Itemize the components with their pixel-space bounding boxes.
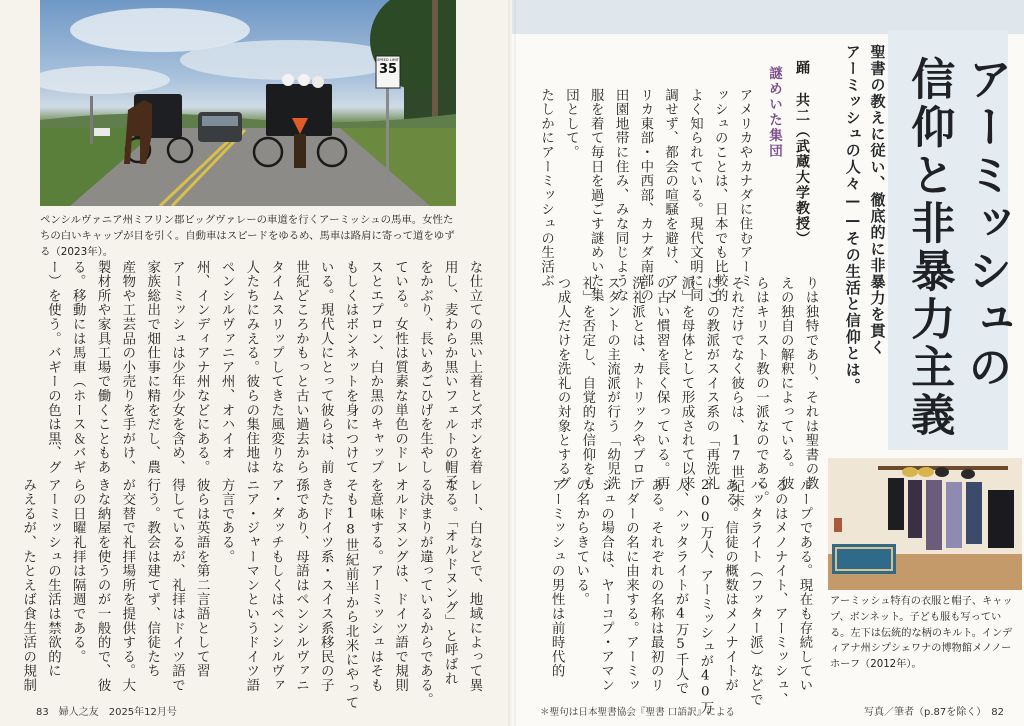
text-line: の名からきている。 [573, 478, 589, 607]
text-line: 200万人、アーミッシュが40万 [697, 478, 713, 715]
text-line: 礼」を否定し、自覚的な信仰をも [579, 276, 595, 491]
text-line: る決まりが違っているからである。 [417, 478, 433, 707]
amish-buggy-road-photo [40, 0, 456, 206]
text-line: 団として。 [563, 88, 579, 160]
article-title: アーミッシュの 信仰と非暴力主義 [903, 56, 1012, 440]
text-line: 用し、麦わらか黒いフェルトの帽子 [442, 260, 458, 489]
text-line: 家族総出で畑仕事に精をだし、農 [144, 260, 160, 475]
text-line: よく知られている。現代文明に同 [687, 88, 703, 303]
text-line: もしくはボンネットを身につけて [343, 260, 359, 475]
text-line: 人、ハッタライトが4万5千人で [673, 478, 689, 696]
text-line: ている。女性は質素な単色のドレ [392, 260, 408, 475]
text-line: な仕立ての黒い上着とズボンを着 [467, 260, 482, 475]
text-line: ニア・ジャーマンというドイツ語 [243, 478, 259, 693]
text-line: らの日曜礼拝は隔週である。 [70, 478, 86, 664]
text-line: アーミッシュの男性は前時代的 [549, 478, 565, 679]
museum-illustration [828, 458, 1022, 590]
text-line: ハッタライト（フッター派）などで [747, 478, 763, 707]
text-line: ーダーの名に由来する。アーミッ [623, 478, 639, 693]
text-line: リカ東部・中西部、カナダ南部の [637, 88, 653, 303]
speed-limit-label: SPEED LIMIT [377, 58, 399, 62]
text-line: きな納屋を使うのが一般的で、彼 [95, 478, 111, 693]
column-left-middle [45, 260, 486, 489]
text-line: みえるが、たとえば食生活の規制 [20, 478, 36, 693]
text-line: たしかにアーミッシュの生活ぶ [538, 88, 554, 289]
right-folio: 写真／筆者（p.87を除く） 82 [864, 707, 1004, 718]
text-line: きたドイツ系・スイス系移民の子 [318, 478, 334, 693]
header-band [512, 0, 1024, 34]
left-folio: 83 婦人之友 2025年12月号 [36, 707, 177, 718]
column-left-lower [20, 478, 486, 710]
text-line: それだけでなく彼らは、17世紀末 [728, 276, 744, 508]
text-line: 人たちにみえる。彼らの集住地は [243, 260, 259, 475]
text-line: 製材所や家具工場で働くこともあ [95, 260, 111, 475]
text-line: を意味する。アーミッシュはそも [367, 478, 383, 693]
text-line: 孫であり、母語はペンシルヴァニ [293, 478, 309, 693]
speed-limit-number: 35 [378, 62, 398, 77]
text-line: らはキリスト教の一派なのである。 [753, 276, 769, 505]
museum-photo-caption: アーミッシュ特有の衣服と帽子、キャップ、ボンネット。子ども服も写っている。左下は伝統的な柄のキルト。インディアナ州シプシェワナの博物館メノノーホーフ（2012年）。 [830, 596, 1013, 671]
road-scene-illustration [40, 0, 456, 206]
text-line: が交替で礼拝場所を提供する。大 [119, 478, 135, 693]
column-right-middle [555, 276, 822, 508]
text-line: る。移動には馬車（ホース＆バギ [70, 260, 86, 475]
column-right-upper [538, 88, 756, 303]
text-line: 派」を母体として形成されて以来 [679, 276, 695, 491]
page-gutter [508, 0, 516, 726]
amish-clothing-museum-photo [828, 458, 1022, 590]
main-photo-caption: ペンシルヴァニア州ミフリン郡ビッグヴァレーの車道を行くアーミッシュの馬車。女性たちの白いキャップが目を引く。自動車はスピードをゆるめ、馬車は路肩に寄って道をゆずる（2023年）。 [40, 214, 455, 259]
text-line: そも18世紀前半から北米にやって [343, 478, 359, 710]
text-line: りは独特であり、それは聖書の教 [803, 276, 818, 491]
text-line: オルドヌングは、ドイツ語で規則 [392, 478, 408, 693]
text-line: をかぶり、長いあごひげを生やし [417, 260, 433, 475]
text-line: 産物や工芸品の小売りを手がけ、 [119, 260, 135, 475]
text-line: スタントの主流派が行う「幼児洗 [604, 276, 620, 491]
article-author: 踊 共二（武蔵大学教授） [794, 60, 810, 247]
text-line: 彼らは英語を第二言語として習 [194, 478, 210, 679]
text-line: えの独自の解釈によっている。彼 [778, 276, 794, 491]
text-line: にこの教派がスイス系の「再洗礼 [703, 276, 719, 491]
text-line: ッシュのことは、日本でも比較的 [712, 88, 728, 303]
text-line: レー、白などで、地域によって異 [467, 478, 482, 693]
text-line: の古い慣習を長く保っている。再 [654, 276, 670, 491]
text-line: アーミッシュの生活は禁欲的に [45, 478, 61, 679]
text-line: ー）を使う。バギーの色は黒、グ [45, 260, 61, 475]
text-line: シュの場合は、ヤーコプ・アマン [598, 478, 614, 693]
text-line: 洗礼派とは、カトリックやプロテ [629, 276, 645, 491]
text-line: 調せず、都会の喧騒を避け、アメ [662, 88, 678, 303]
text-line: つ成人だけを洗礼の対象とするグ [555, 276, 571, 491]
text-line: 州、インディアナ州などにある。 [194, 260, 210, 475]
text-line: いる。現代人にとって彼らは、前 [318, 260, 334, 475]
text-line: るのはメノナイト、アーミッシュ、 [772, 478, 788, 707]
footnote: ＊聖句は日本聖書協会『聖書 口語訳』による [540, 707, 735, 718]
text-line: 方言である。 [219, 478, 235, 564]
text-line: タイムスリップしてきた風変りな [268, 260, 284, 475]
text-line: 服を着て毎日を過ごす謎めいた集 [588, 88, 604, 303]
text-line: なる。「オルドヌング」と呼ばれ [442, 478, 458, 686]
text-line: アメリカやカナダに住むアーミ [737, 88, 752, 289]
article-lede: 聖書の教えに従い、徹底的に非暴力を貫く アーミッシュの人々——その生活と信仰とは。 [843, 44, 887, 395]
text-line: 得しているが、礼拝はドイツ語で [169, 478, 185, 693]
section-subhead: 謎めいた集団 [766, 66, 782, 159]
text-line: 田園地帯に住み、みな同じような [613, 88, 629, 303]
text-line: 行う。教会は建てず、信徒たち [144, 478, 160, 679]
text-line: ペンシルヴァニア州、オハイオ [219, 260, 235, 461]
text-line: ある。それぞれの名称は最初のリ [648, 478, 664, 693]
text-line: ア・ダッチもしくはペンシルヴァ [268, 478, 284, 693]
text-line: ループである。現在も存続してい [797, 478, 812, 693]
speed-limit-sign [376, 58, 400, 78]
text-line: 世紀どころかもっと古い過去から [293, 260, 309, 475]
text-line: アーミッシュは少年少女を含め、 [169, 260, 185, 475]
text-line: ある。信徒の概数はメノナイトが [722, 478, 738, 693]
text-line: スとエプロン、白か黒のキャップ [367, 260, 383, 475]
